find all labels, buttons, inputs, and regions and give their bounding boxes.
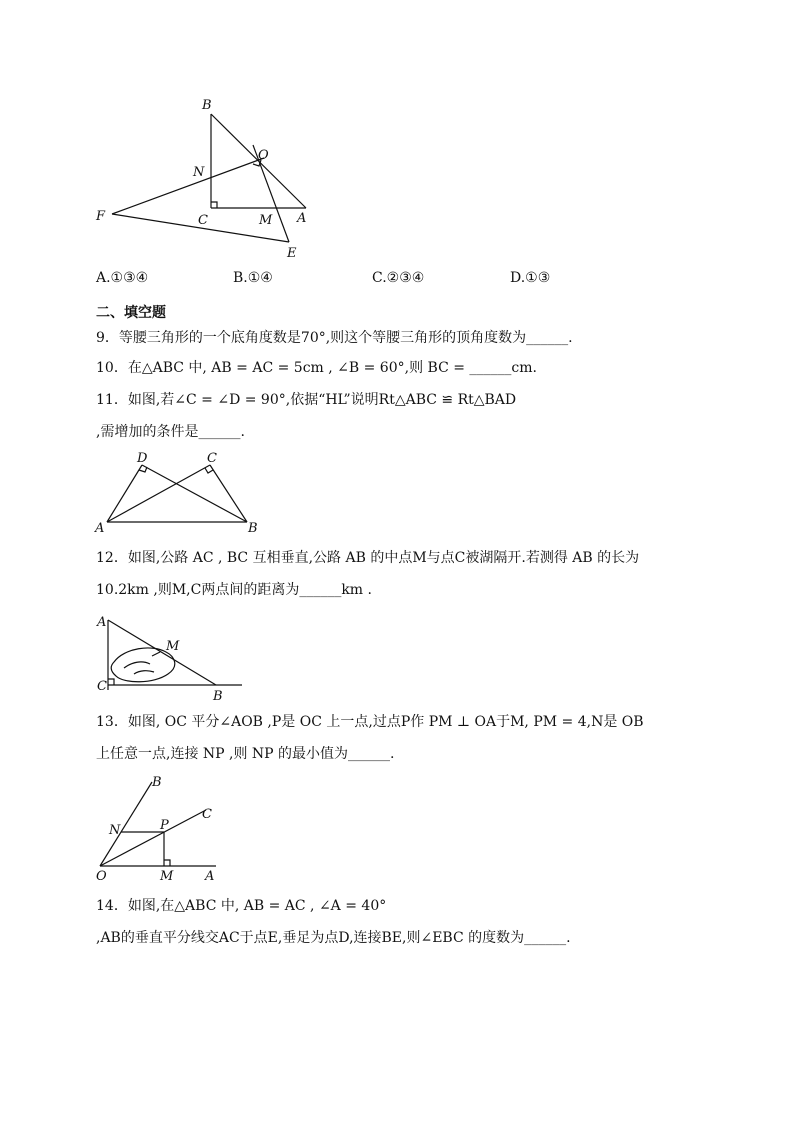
question-9: 9．等腰三角形的一个底角度数是70°,则这个等腰三角形的顶角度数为______. xyxy=(96,330,573,346)
question-11-line2: ,需增加的条件是______. xyxy=(96,424,245,440)
label-A: A xyxy=(297,211,307,226)
question-12-line1: 12．如图,公路 AC , BC 互相垂直,公路 AB 的中点M与点C被湖隔开.若测得 AB 的长为 xyxy=(96,550,640,566)
label-A: A xyxy=(97,615,107,630)
label-P: P xyxy=(160,818,169,833)
label-D: D xyxy=(137,451,148,466)
figure-q13 xyxy=(94,772,234,882)
section-title: 二、填空题 xyxy=(96,305,166,321)
question-13-line1: 13．如图, OC 平分∠AOB ,P是 OC 上一点,过点P作 PM ⊥ OA于M, PM = 4,N是 OB xyxy=(96,714,644,730)
question-13-line2: 上任意一点,连接 NP ,则 NP 的最小值为______. xyxy=(96,746,395,762)
question-14-line1: 14．如图,在△ABC 中, AB = AC , ∠A = 40° xyxy=(96,898,387,914)
label-O: O xyxy=(258,148,269,163)
figure-q11-lines xyxy=(107,465,247,522)
label-B: B xyxy=(213,689,223,704)
question-10: 10．在△ABC 中, AB = AC = 5cm , ∠B = 60°,则 BC = ______cm. xyxy=(96,360,537,376)
label-M: M xyxy=(160,869,174,884)
question-14-line2: ,AB的垂直平分线交AC于点E,垂足为点D,连接BE,则∠EBC 的度数为______. xyxy=(96,930,571,946)
label-C: C xyxy=(97,679,107,694)
label-B: B xyxy=(248,521,258,536)
label-B: B xyxy=(202,98,212,113)
figure-q8-lines xyxy=(112,114,306,242)
label-N: N xyxy=(193,165,205,180)
figure-q12 xyxy=(94,610,254,705)
label-C: C xyxy=(198,213,208,228)
label-N: N xyxy=(109,823,121,838)
figure-q8 xyxy=(90,90,320,265)
option-c[interactable]: C.②③④ xyxy=(372,270,425,286)
label-F: F xyxy=(96,209,106,224)
figure-q11 xyxy=(92,450,272,540)
label-M: M xyxy=(166,639,180,654)
label-C: C xyxy=(207,451,217,466)
label-B: B xyxy=(152,775,162,790)
option-b[interactable]: B.①④ xyxy=(233,270,273,286)
label-E: E xyxy=(287,246,297,261)
label-A: A xyxy=(205,869,215,884)
question-11-line1: 11．如图,若∠C = ∠D = 90°,依据“HL”说明Rt△ABC ≌ Rt△BAD xyxy=(96,392,517,408)
option-d[interactable]: D.①③ xyxy=(510,270,551,286)
figure-q12-lines xyxy=(108,620,242,690)
option-a[interactable]: A.①③④ xyxy=(96,270,149,286)
label-A: A xyxy=(95,521,105,536)
label-M: M xyxy=(259,213,273,228)
label-C: C xyxy=(202,807,212,822)
question-12-line2: 10.2km ,则M,C两点间的距离为______km . xyxy=(96,582,372,598)
label-O: O xyxy=(96,869,107,884)
